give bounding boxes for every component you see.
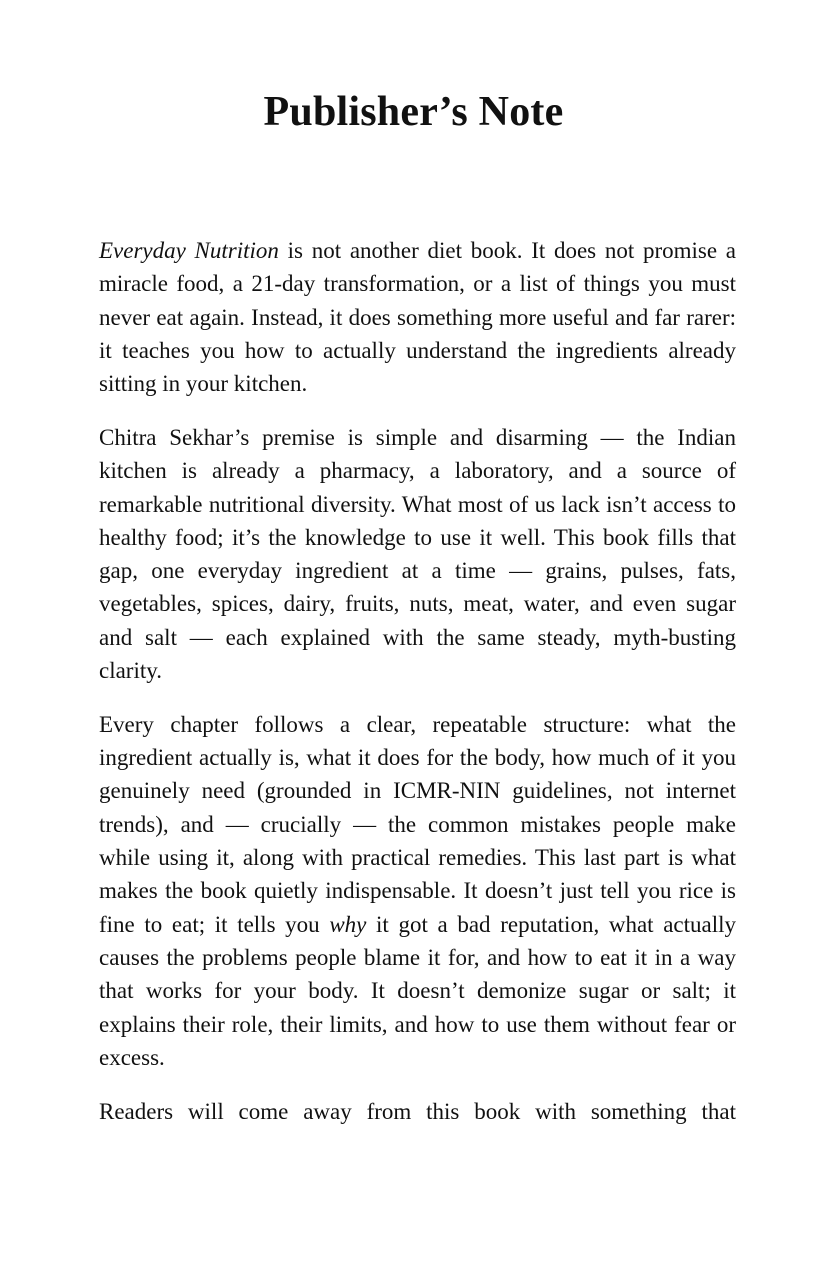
italic-word-why: why: [329, 911, 367, 937]
paragraph-4: Readers will come away from this book with something that: [99, 1098, 736, 1124]
paragraph-1: [99, 234, 736, 400]
paragraph-1-text: is not another diet book. It does not promise a miracle food, a 21-day transformation, or a list of things you must never eat again. Instead, it does something more useful and far rarer: it teaches you how to actually understand the ingredients already sitting in your kitchen.: [99, 238, 737, 397]
paragraph-3-text-after: it got a bad reputation, what actually causes the problems people blame it for, and how to eat it in a way that works for your body. It doesn’t demonize sugar or salt; it explains their role, their limits, and how to use them without fear or excess.: [99, 911, 736, 1070]
page-title: Publisher’s Note: [263, 89, 564, 135]
book-title-italic: Everyday Nutrition: [99, 238, 279, 263]
paragraph-2: Chitra Sekhar’s premise is simple and disarming — the Indian kitchen is already a pharmacy, a laboratory, and a source of remarkable nutritional diversity. What most of us lack isn’t access to healthy food; it’s the knowledge to use it well. This book fills that gap, one everyday ingredient at a time — grains, pulses, fats, vegetables, spices, dairy, fruits, nuts, meat, water, and even sugar and salt — each explained with the same steady, myth-busting clarity.: [99, 424, 736, 684]
paragraph-3-text-before: Every chapter follows a clear, repeatable structure: what the ingredient actually is, what it does for the body, how much of it you genuinely need (grounded in ICMR-NIN guidelines, not internet trends), and — crucially — the common mistakes people make while using it, along with practical remedies. This last part is what makes the book quietly indispensable. It doesn’t just tell you rice is fine to eat; it tells you: [99, 711, 736, 937]
body-text: [99, 234, 736, 1148]
paragraph-3: [99, 708, 736, 1074]
